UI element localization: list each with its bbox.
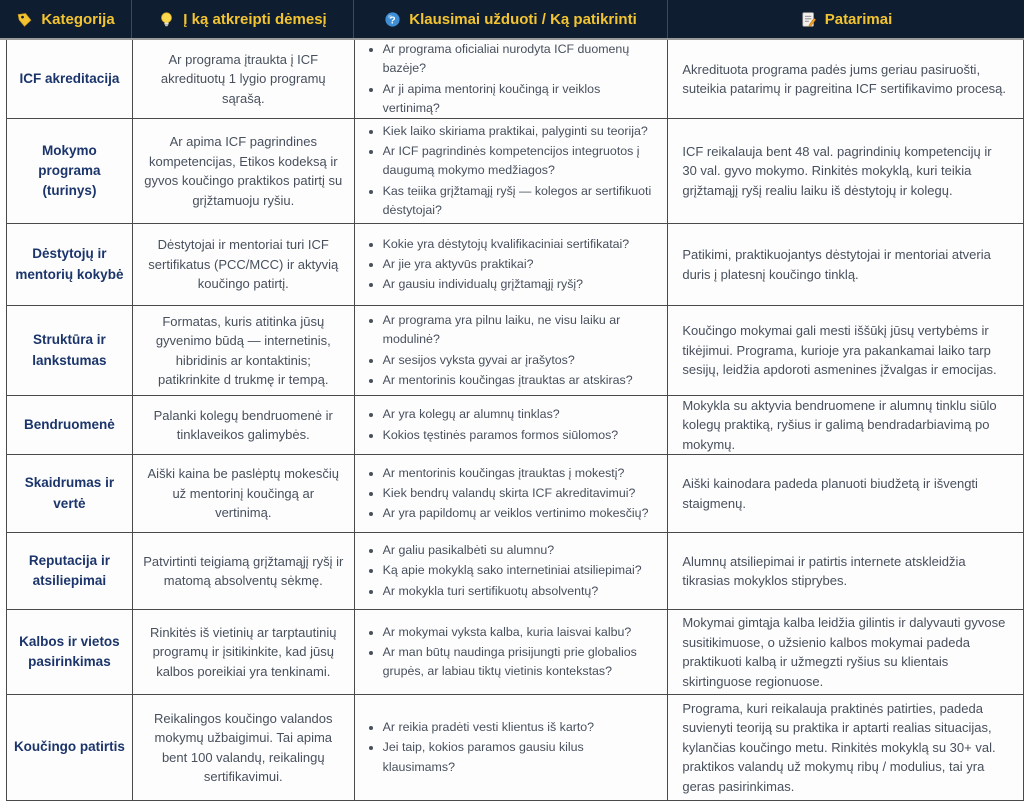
question-item: • Kas teiika grįžtamąjį ryšį — kolegos ar sertifikuoti dėstytojai? [383, 182, 660, 220]
question-item: • Ar yra kolegų ar alumnų tinklas? [383, 405, 660, 424]
focus-text: Dėstytojai ir mentoriai turi ICF sertifikatus (PCC/MCC) ir aktyvią koučingo patirtį. [148, 237, 339, 292]
header-cell-tips [668, 0, 1024, 38]
category-label: Dėstytojų ir mentorių kokybė [15, 246, 124, 282]
questions-cell [355, 610, 669, 694]
focus-cell [133, 610, 355, 694]
tip-text: Aiški kainodara padeda planuoti biudžetą ir išvengti staigmenų. [682, 476, 978, 511]
focus-text: Palanki kolegų bendruomenė ir tinklaveikos galimybės. [153, 407, 333, 442]
header-label-tips: Patarimai [824, 10, 893, 28]
question-item: • Kokios tęstinės paramos formos siūlomos? [383, 426, 660, 445]
category-label: Struktūra ir lankstumas [32, 332, 107, 368]
focus-text: Rinkitės iš vietinių ar tarptautinių programų ir įsitikinkite, kad jūsų kalbos poreikiai yra tenkinami. [150, 624, 337, 679]
questions-cell [355, 533, 669, 609]
tip-text: Akredituota programa padės jums geriau pasiruošti, suteikia patarimų ir pagreitina ICF sertifikavimo procesą. [682, 61, 1007, 96]
question-icon [384, 11, 401, 28]
questions-cell [355, 695, 669, 800]
header-cell-questions [354, 0, 668, 38]
table-row [7, 119, 1024, 224]
question-item: • Ar gausiu individualų grįžtamąjį ryšį? [383, 275, 660, 294]
category-cell [7, 695, 133, 800]
questions-list [369, 540, 660, 602]
questions-cell [355, 119, 669, 223]
question-item: • Ar reikia pradėti vesti klientus iš karto? [383, 718, 660, 737]
lightbulb-icon [158, 11, 175, 28]
tip-cell [668, 533, 1024, 609]
question-item: • Ar man būtų naudinga prisijungti prie globalios grupės, ar labiau tiktų vietinis kontekstas? [383, 643, 660, 681]
table-row [7, 396, 1024, 455]
table-row [7, 306, 1024, 396]
category-cell [7, 610, 133, 694]
question-item: • Ar programa yra pilnu laiku, ne visu laiku ar modulinė? [383, 311, 660, 349]
focus-text: Ar apima ICF pagrindines kompetencijas, Etikos kodeksą ir gyvos koučingo praktikos patirtį su grįžtamuoju ryšiu. [144, 134, 343, 208]
category-label: ICF akreditacija [19, 70, 120, 86]
question-item: • Ką apie mokyklą sako internetiniai atsiliepimai? [383, 561, 660, 580]
tip-cell [668, 455, 1024, 532]
table-header-row [0, 0, 1024, 40]
questions-cell [355, 306, 669, 395]
questions-cell [355, 455, 669, 532]
category-label: Mokymo programa (turinys) [38, 142, 101, 199]
tip-cell [668, 610, 1024, 694]
svg-text:?: ? [389, 14, 396, 26]
category-label: Koučingo patirtis [13, 739, 125, 755]
questions-list [369, 310, 660, 391]
tip-cell [668, 224, 1024, 305]
focus-cell [133, 533, 355, 609]
question-item: • Kiek bendrų valandų skirta ICF akreditavimui? [383, 484, 660, 503]
tip-cell [668, 119, 1024, 223]
question-item: • Kokie yra dėstytojų kvalifikaciniai sertifikatai? [383, 235, 660, 254]
questions-list [369, 463, 660, 525]
table-row [7, 533, 1024, 610]
category-label: Kalbos ir vietos pasirinkimas [19, 633, 120, 669]
question-item: • Ar yra papildomų ar veiklos vertinimo mokesčių? [383, 504, 660, 523]
question-item: • Ar jie yra aktyvūs praktikai? [383, 255, 660, 274]
tip-text: ICF reikalauja bent 48 val. pagrindinių kompetencijų ir 30 val. gyvo mokymo. Rinkitės mokyklą, kuri teikia grįžtamąjį ryšį realiu laiku iš dėstytojų ir kolegų. [682, 143, 992, 198]
header-label-questions: Klausimai užduoti / Ką patikrinti [409, 10, 637, 28]
table-row [7, 455, 1024, 533]
focus-cell [133, 119, 355, 223]
category-label: Skaidrumas ir vertė [24, 475, 115, 511]
tip-cell [668, 396, 1024, 454]
memo-icon [800, 11, 817, 28]
header-label-category: Kategorija [41, 10, 115, 28]
header-cell-category [0, 0, 132, 38]
focus-cell [133, 396, 355, 454]
category-cell [7, 40, 133, 118]
questions-list [369, 622, 660, 683]
question-item: • Ar ji apima mentorinį koučingą ir veiklos vertinimą? [383, 80, 660, 118]
focus-cell [133, 695, 355, 800]
question-item: • Ar mentorinis koučingas įtrauktas į mokestį? [383, 464, 660, 483]
focus-text: Formatas, kuris atitinka jūsų gyvenimo būdą — internetinis, hibridinis ar kontaktinis; patikrinkite d trukmę ir tempą. [155, 313, 331, 387]
tip-cell [668, 695, 1024, 800]
header-cell-focus [132, 0, 354, 38]
category-label: Reputacija ir atsiliepimai [28, 552, 110, 588]
questions-list [369, 121, 660, 221]
questions-list [369, 234, 660, 296]
tip-text: Patikimi, praktikuojantys dėstytojai ir mentoriai atveria duris į platesnį koučingo tinklą. [682, 247, 991, 282]
category-cell [7, 306, 133, 395]
tip-text: Programa, kuri reikalauja praktinės patirties, padeda suvienyti teoriją su praktika ir aptarti realias situacijas, kylančias koučingo metu. Rinkitės mokyklą su 30+ val. praktikos valandų už mokymų ribų / modulius, tai yra geras pasirinkimas. [682, 700, 996, 794]
table-row [7, 610, 1024, 695]
table-row [7, 224, 1024, 306]
question-item: • Ar programa oficialiai nurodyta ICF duomenų bazėje? [383, 40, 660, 78]
header-label-focus: Į ką atkreipti dėmesį [183, 10, 327, 28]
category-cell [7, 224, 133, 305]
table-body [6, 40, 1024, 801]
questions-list [369, 39, 660, 119]
category-cell [7, 533, 133, 609]
tag-icon [16, 11, 33, 28]
question-item: • Ar ICF pagrindinės kompetencijos integruotos į daugumą mokymo medžiagos? [383, 142, 660, 180]
question-item: • Ar mokykla turi sertifikuotų absolventų? [383, 582, 660, 601]
category-cell [7, 455, 133, 532]
focus-text: Patvirtinti teigiamą grįžtamąjį ryšį ir matomą absolventų sėkmę. [143, 553, 344, 588]
questions-cell [355, 40, 669, 118]
focus-text: Ar programa įtraukta į ICF akredituotų 1 lygio programų sąrašą. [160, 51, 326, 106]
tip-cell [668, 40, 1024, 118]
questions-list [369, 717, 660, 778]
tip-cell [668, 306, 1024, 395]
focus-text: Reikalingos koučingo valandos mokymų užbaigimui. Tai apima bent 100 valandų, reikalingų sertifikavimui. [154, 710, 333, 784]
focus-cell [133, 224, 355, 305]
questions-list [369, 404, 660, 445]
focus-cell [133, 455, 355, 532]
focus-cell [133, 306, 355, 395]
question-item: • Ar sesijos vyksta gyvai ar įrašytos? [383, 351, 660, 370]
question-item: • Ar mentorinis koučingas įtrauktas ar atskiras? [383, 371, 660, 390]
questions-cell [355, 396, 669, 454]
tip-text: Alumnų atsiliepimai ir patirtis internete atskleidžia tikrasias mokyklos stiprybes. [682, 553, 966, 588]
category-cell [7, 119, 133, 223]
question-item: • Ar galiu pasikalbėti su alumnu? [383, 541, 660, 560]
category-cell [7, 396, 133, 454]
table-row [7, 40, 1024, 119]
category-label: Bendruomenė [24, 416, 115, 432]
tip-text: Mokykla su aktyvia bendruomene ir alumnų tinklu siūlo kolegų praktiką, ryšius ir galimą bendradarbiavimą po mokymų. [682, 397, 997, 452]
tip-text: Mokymai gimtąja kalba leidžia gilintis ir dalyvauti gyvose susitikimuose, o užsienio kalbos mokymai padeda praktikuoti kalbą ir užmegzti ryšius su klientais skirtinguose regionuose. [682, 615, 1006, 689]
table-row [7, 695, 1024, 801]
focus-text: Aiški kaina be paslėptų mokesčių už mentorinį koučingą ar vertinimą. [147, 466, 340, 521]
questions-cell [355, 224, 669, 305]
question-item: • Ar mokymai vyksta kalba, kuria laisvai kalbu? [383, 623, 660, 642]
question-item: • Jei taip, kokios paramos gausiu kilus klausimams? [383, 738, 660, 776]
focus-cell [133, 40, 355, 118]
question-item: • Kiek laiko skiriama praktikai, palyginti su teorija? [383, 122, 660, 141]
tip-text: Koučingo mokymai gali mesti iššūkį jūsų vertybėms ir tikėjimui. Programa, kurioje yra pakankamai laiko tarp sesijų, leidžia apdoroti asmenines įžvalgas ir emocijas. [682, 323, 997, 378]
